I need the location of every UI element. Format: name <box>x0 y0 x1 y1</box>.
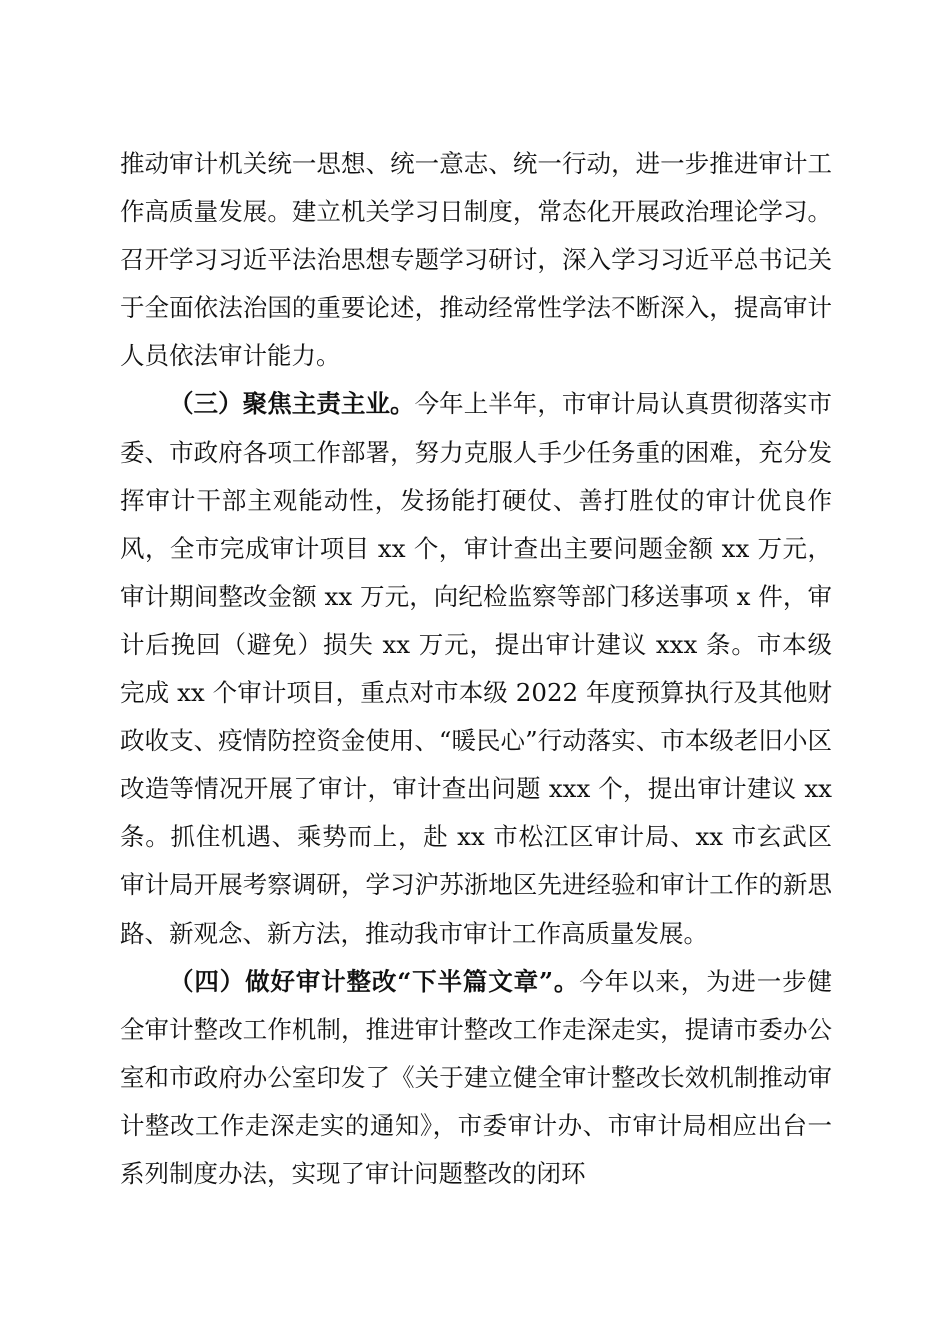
paragraph-text: 今年上半年，市审计局认真贯彻落实市委、市政府各项工作部署，努力克服人手少任务重的困难，充分发挥审计干部主观能动性，发扬能打硬仗、善打胜仗的审计优良作风，全市完成审计项目 xx 个，审计查出主要问题金额 xx 万元，审计期间整改金额 xx 万元，向纪检监察等部门移送事项 x 件，审计后挽回（避免）损失 xx 万元，提出审计建议 xxx 条。市本级完成 xx 个审计项目，重点对市本级 2022 年度预算执行及其他财政收支、疫情防控资金使用、“暖民心”行动落实、市本级老旧小区改造等情况开展了审计，审计查出问题 xxx 个，提出审计建议 xx 条。抓住机遇、乘势而上，赴 xx 市松江区审计局、xx 市玄武区审计局开展考察调研，学习沪苏浙地区先进经验和审计工作的新思路、新观念、新方法，推动我市审计工作高质量发展。 <box>120 389 832 948</box>
document-body <box>120 140 832 1198</box>
section-heading-3: （三）聚焦主责主业。 <box>169 389 415 419</box>
paragraph-focus-main-duties <box>120 380 832 957</box>
section-heading-4: （四）做好审计整改“下半篇文章”。 <box>169 966 580 996</box>
paragraph-text: 推动审计机关统一思想、统一意志、统一行动，进一步推进审计工作高质量发展。建立机关学习日制度，常态化开展政治理论学习。召开学习习近平法治思想专题学习研讨，深入学习习近平总书记关于全面依法治国的重要论述，推动经常性学法不断深入，提高审计人员依法审计能力。 <box>120 149 832 371</box>
paragraph-audit-rectification <box>120 958 832 1198</box>
paragraph-text: 今年以来，为进一步健全审计整改工作机制，推进审计整改工作走深走实，提请市委办公室和市政府办公室印发了《关于建立健全审计整改长效机制推动审计整改工作走深走实的通知》，市委审计办、市审计局相应出台一系列制度办法，实现了审计问题整改的闭环 <box>120 966 833 1188</box>
paragraph-continuation <box>120 140 832 380</box>
